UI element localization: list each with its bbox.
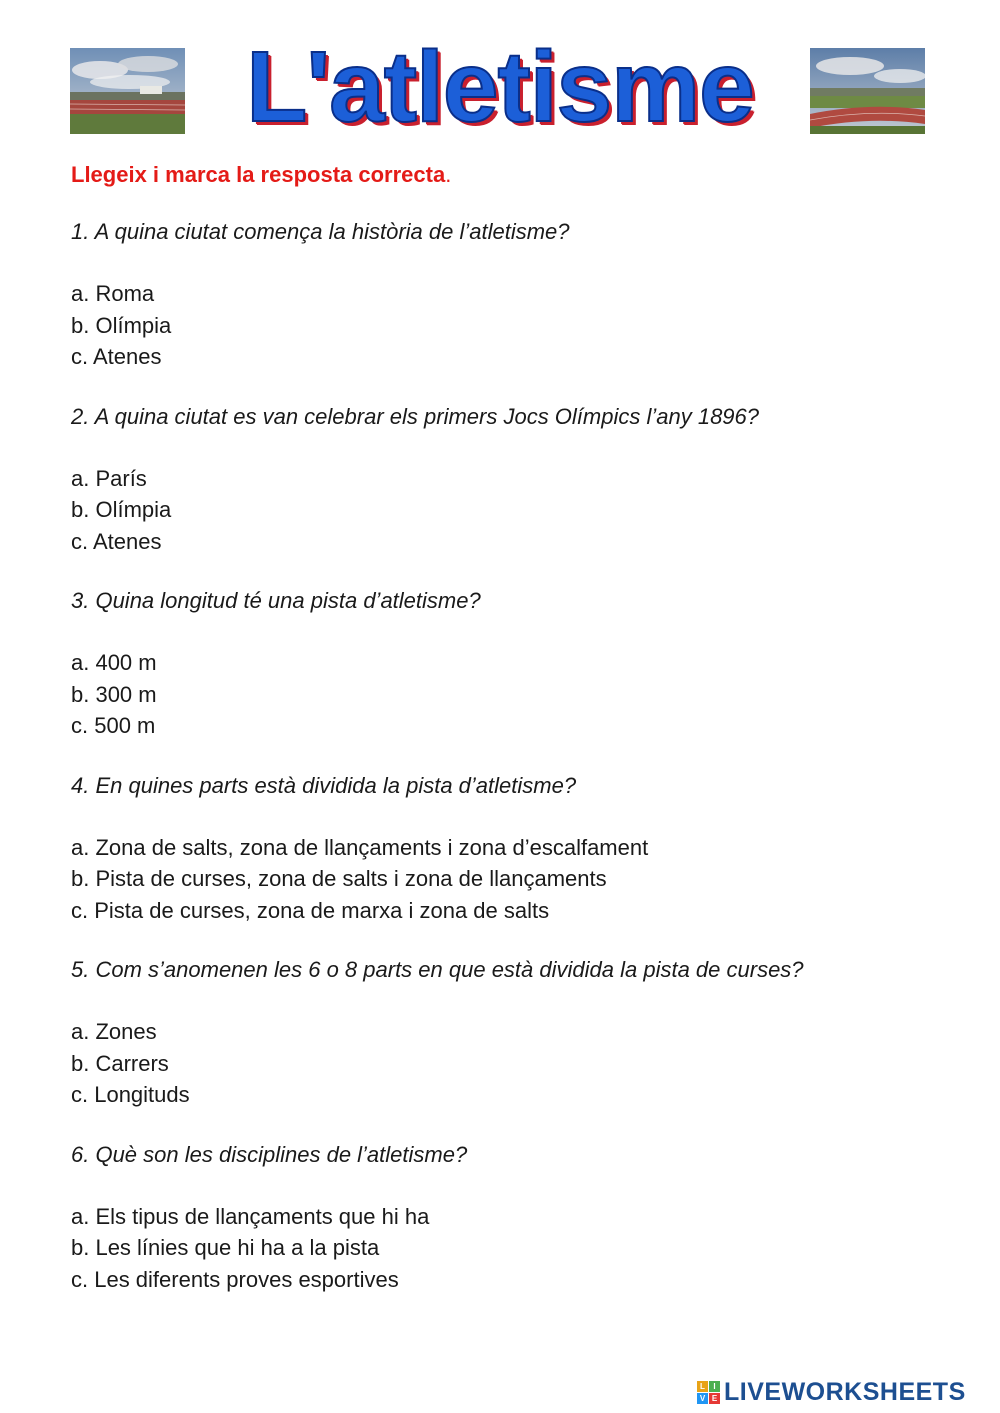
answer-options (71, 1201, 951, 1296)
liveworksheets-logo-text: LIVEWORKSHEETS (724, 1378, 966, 1406)
answer-option[interactable]: b. Olímpia (71, 497, 172, 522)
athletics-track-photo-left (70, 48, 185, 134)
logo-letter-l: L (697, 1381, 708, 1392)
question-3 (71, 585, 951, 742)
answer-option[interactable]: b. Pista de curses, zona de salts i zona de llançaments (71, 866, 607, 891)
liveworksheets-logo-icon (697, 1381, 720, 1404)
answer-options (71, 832, 951, 927)
answer-option[interactable]: a. Els tipus de llançaments que hi ha (71, 1203, 430, 1229)
answer-option[interactable]: a. Zona de salts, zona de llançaments i zona d’escalfament (71, 834, 649, 860)
logo-letter-e: E (709, 1393, 720, 1404)
question-text: 3. Quina longitud té una pista d’atletisme? (71, 588, 481, 613)
logo-letter-i: I (709, 1381, 720, 1392)
question-5 (71, 954, 951, 1111)
question-text: 1. A quina ciutat comença la història de l’atletisme? (71, 219, 570, 244)
answer-option[interactable]: c. Les diferents proves esportives (71, 1266, 399, 1292)
page-title: L'atletisme (246, 31, 754, 143)
question-4 (71, 770, 951, 927)
answer-options (71, 1016, 951, 1111)
question-list (71, 216, 951, 1323)
track-photo-illustration (70, 48, 185, 134)
question-6 (71, 1139, 951, 1296)
answer-option[interactable]: c. Pista de curses, zona de marxa i zona de salts (71, 897, 550, 923)
answer-option[interactable]: c. Longituds (71, 1082, 190, 1107)
question-text: 4. En quines parts està dividida la pista d’atletisme? (71, 772, 577, 798)
question-text: 6. Què son les disciplines de l’atletisme? (71, 1141, 468, 1167)
question-2 (71, 401, 951, 558)
answer-option[interactable]: a. Zones (71, 1019, 157, 1044)
question-1 (71, 216, 951, 373)
liveworksheets-logo (697, 1378, 966, 1407)
instruction-text (71, 162, 451, 188)
answer-option[interactable]: b. Olímpia (71, 312, 172, 338)
track-photo-illustration (810, 48, 925, 134)
instruction-label: Llegeix i marca la resposta correcta (71, 162, 446, 187)
answer-option[interactable]: a. París (71, 465, 147, 491)
answer-option[interactable]: c. Atenes (71, 528, 162, 554)
athletics-track-photo-right (810, 48, 925, 134)
answer-options (71, 278, 951, 373)
answer-option[interactable]: b. Les línies que hi ha a la pista (71, 1235, 380, 1260)
answer-option[interactable]: a. 400 m (71, 650, 157, 675)
question-text: 5. Com s’anomenen les 6 o 8 parts en que està dividida la pista de curses? (71, 957, 804, 982)
answer-options (71, 463, 951, 558)
answer-option[interactable]: c. Atenes (71, 344, 162, 369)
answer-option[interactable]: a. Roma (71, 281, 155, 306)
answer-option[interactable]: b. Carrers (71, 1050, 169, 1076)
answer-option[interactable]: b. 300 m (71, 681, 157, 707)
question-text: 2. A quina ciutat es van celebrar els primers Jocs Olímpics l’any 1896? (71, 403, 760, 429)
logo-letter-v: V (697, 1393, 708, 1404)
answer-options (71, 647, 951, 742)
answer-option[interactable]: c. 500 m (71, 713, 156, 738)
instruction-period: . (445, 162, 452, 187)
